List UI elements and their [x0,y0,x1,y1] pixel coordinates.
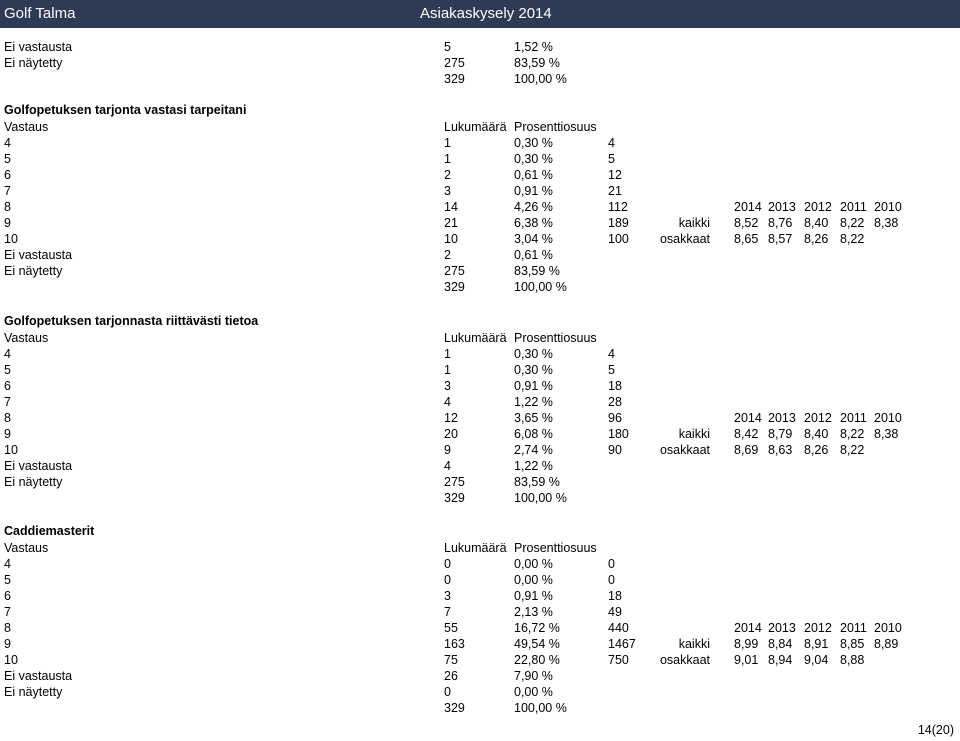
table-row: 6 2 0,61 % 12 [4,168,622,182]
answer-cell: Ei vastausta [4,40,73,54]
year-header: 2013 [768,621,796,635]
section-title: Caddiemasterit [4,524,95,538]
year-header: 2014 [734,200,762,214]
table-header [0,330,960,346]
count-cell: 5 [444,40,451,54]
kaikki-label: kaikki [678,216,710,230]
year-header: 2012 [804,200,832,214]
section-title: Golfopetuksen tarjonnasta riittävästi tietoa [4,314,259,328]
year-header: 2012 [804,411,832,425]
table-row: 7 3 0,91 % 21 [4,184,622,198]
table-row: 5 1 0,30 % 5 [4,152,615,166]
osakkaat-label: osakkaat [659,232,710,246]
column-header: Vastaus [4,331,49,345]
table-row: Ei vastausta 2 0,61 % [4,248,553,262]
year-header: 2013 [768,200,796,214]
year-header: 2012 [804,621,832,635]
table-row: 10 75 22,80 % 750 osakkaat 9,01 8,94 9,04 8,88 [4,653,865,667]
column-header: Prosenttiosuus [514,331,597,345]
table-row: 6 3 0,91 % 18 [4,379,622,393]
table-row: Ei näytetty 275 83,59 % [4,475,560,489]
table-row: 9 163 49,54 % 1467 kaikki 8,99 8,84 8,91 8,85 8,89 [4,637,899,651]
column-header: Vastaus [4,120,49,134]
percent-cell: 83,59 % [514,56,560,70]
table-row: 4 1 0,30 % 4 [4,347,615,361]
year-header: 2010 [874,411,902,425]
year-header: 2014 [734,621,762,635]
count-cell: 275 [444,56,465,70]
table-row: 5 0 0,00 % 0 [4,573,615,587]
page-number: 14(20) [917,723,954,737]
year-header: 2010 [874,200,902,214]
column-header: Lukumäärä [444,541,507,555]
table-row: 9 21 6,38 % 189 kaikki 8,52 8,76 8,40 8,22 8,38 [4,216,899,230]
year-header: 2010 [874,621,902,635]
table-row: Ei näytetty 0 0,00 % [4,685,553,699]
year-header: 2014 [734,411,762,425]
table-row: 6 3 0,91 % 18 [4,589,622,603]
table-row: 7 7 2,13 % 49 [4,605,622,619]
total-row [0,71,960,87]
table-row: Ei vastausta 4 1,22 % [4,459,553,473]
year-header: 2011 [840,411,867,425]
table-row: 10 9 2,74 % 90 osakkaat 8,69 8,63 8,26 8,22 [4,443,865,457]
total-row: 329 100,00 % [444,491,567,505]
section-title: Golfopetuksen tarjonta vastasi tarpeitani [4,103,247,117]
kaikki-label: kaikki [678,427,710,441]
column-header: Vastaus [4,541,49,555]
column-header: Prosenttiosuus [514,120,597,134]
answer-cell: Ei näytetty [4,56,63,70]
year-header: 2011 [840,200,867,214]
osakkaat-label: osakkaat [659,443,710,457]
column-header: Prosenttiosuus [514,541,597,555]
year-header: 2013 [768,411,796,425]
table-row: 5 1 0,30 % 5 [4,363,615,377]
table-row: 8 12 3,65 % 96 2014 2013 2012 2011 2010 [4,411,902,425]
table-row [0,39,960,55]
header-club-name: Golf Talma [4,5,76,22]
total-row: 329 100,00 % [444,701,567,715]
table-header [0,540,960,556]
table-row: 7 4 1,22 % 28 [4,395,622,409]
table-row: 4 0 0,00 % 0 [4,557,615,571]
page-header [0,0,960,28]
header-survey-title: Asiakaskysely 2014 [420,5,552,22]
count-cell: 329 [444,72,465,86]
percent-cell: 100,00 % [514,72,567,86]
table-row: Ei vastausta 26 7,90 % [4,669,553,683]
table-row [0,55,960,71]
column-header: Lukumäärä [444,120,507,134]
table-row: Ei näytetty 275 83,59 % [4,264,560,278]
table-row: 8 14 4,26 % 112 2014 2013 2012 2011 2010 [4,200,902,214]
table-row: 8 55 16,72 % 440 2014 2013 2012 2011 2010 [4,621,902,635]
kaikki-label: kaikki [678,637,710,651]
table-row: 10 10 3,04 % 100 osakkaat 8,65 8,57 8,26 8,22 [4,232,865,246]
total-row: 329 100,00 % [444,280,567,294]
table-header [0,119,960,135]
table-row: 9 20 6,08 % 180 kaikki 8,42 8,79 8,40 8,22 8,38 [4,427,899,441]
table-row: 4 1 0,30 % 4 [4,136,615,150]
column-header: Lukumäärä [444,331,507,345]
year-header: 2011 [840,621,867,635]
percent-cell: 1,52 % [514,40,553,54]
osakkaat-label: osakkaat [659,653,710,667]
